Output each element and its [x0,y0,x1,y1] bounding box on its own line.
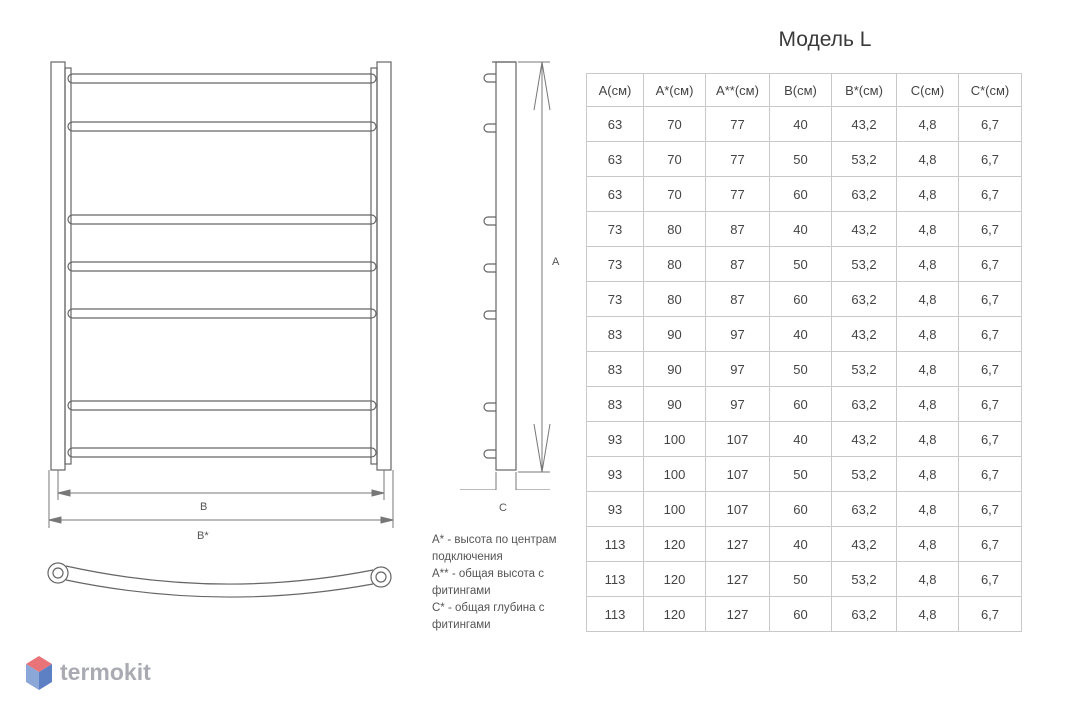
table-cell: 63,2 [832,387,897,422]
table-cell: 90 [644,352,706,387]
table-cell: 113 [587,562,644,597]
table-cell: 107 [706,457,770,492]
table-cell: 40 [770,317,832,352]
table-row [587,282,1022,317]
top-view [48,563,391,597]
table-cell: 4,8 [897,597,959,632]
table-cell: 40 [770,527,832,562]
table-cell: 83 [587,317,644,352]
table-cell: 70 [644,177,706,212]
note-c-star: С* - общая глубина с фитингами [432,602,545,631]
table-body [587,107,1022,632]
table-cell: 4,8 [897,492,959,527]
table-cell: 4,8 [897,247,959,282]
table-row [587,527,1022,562]
table-header-cell: А(см) [587,74,644,107]
table-cell: 120 [644,597,706,632]
table-cell: 53,2 [832,457,897,492]
table-cell: 6,7 [959,317,1022,352]
table-cell: 4,8 [897,422,959,457]
table-cell: 80 [644,282,706,317]
table-cell: 4,8 [897,282,959,317]
table-cell: 4,8 [897,317,959,352]
table-cell: 40 [770,212,832,247]
table-cell: 77 [706,142,770,177]
rung-ends [484,74,496,458]
table-cell: 97 [706,352,770,387]
front-view-drawing [0,0,420,620]
table-cell: 43,2 [832,527,897,562]
table-cell: 6,7 [959,562,1022,597]
table-cell: 53,2 [832,562,897,597]
table-row [587,597,1022,632]
table-cell: 4,8 [897,457,959,492]
table-cell: 60 [770,177,832,212]
dimension-b [58,470,384,500]
table-cell: 6,7 [959,387,1022,422]
table-cell: 120 [644,562,706,597]
table-cell: 6,7 [959,247,1022,282]
table-cell: 127 [706,562,770,597]
table-cell: 6,7 [959,142,1022,177]
table-cell: 77 [706,177,770,212]
dimension-a [518,62,550,472]
table-cell: 53,2 [832,142,897,177]
table-cell: 43,2 [832,212,897,247]
table-cell: 73 [587,212,644,247]
table-cell: 53,2 [832,247,897,282]
table-cell: 80 [644,247,706,282]
brand-name: termokit [60,659,151,685]
table-cell: 63,2 [832,177,897,212]
table-row [587,142,1022,177]
table-header-cell: А**(см) [706,74,770,107]
table-cell: 63 [587,177,644,212]
table-cell: 6,7 [959,457,1022,492]
table-cell: 4,8 [897,107,959,142]
label-c: С [499,502,507,514]
table-cell: 53,2 [832,352,897,387]
table-cell: 113 [587,597,644,632]
table-cell: 4,8 [897,352,959,387]
table-cell: 63,2 [832,282,897,317]
table-cell: 107 [706,422,770,457]
table-header-cell: В(см) [770,74,832,107]
table-cell: 87 [706,212,770,247]
table-cell: 6,7 [959,492,1022,527]
table-cell: 87 [706,247,770,282]
table-cell: 93 [587,492,644,527]
table-cell: 50 [770,457,832,492]
table-cell: 6,7 [959,422,1022,457]
table-header-cell: С(см) [897,74,959,107]
label-b: В [200,501,208,513]
table-cell: 60 [770,282,832,317]
page-title: Модель L [778,28,872,51]
table-cell: 60 [770,387,832,422]
table-cell: 63,2 [832,492,897,527]
table-cell: 70 [644,107,706,142]
table-cell: 50 [770,562,832,597]
table-cell: 120 [644,527,706,562]
table-cell: 4,8 [897,527,959,562]
table-row [587,247,1022,282]
table-cell: 113 [587,527,644,562]
dimension-c [460,472,550,490]
note-a-double-star: А** - общая высота с фитингами [432,568,544,597]
table-header-row [587,74,1022,107]
table-cell: 90 [644,387,706,422]
table-cell: 4,8 [897,177,959,212]
label-b-star: В* [197,530,209,542]
table-cell: 83 [587,352,644,387]
table-cell: 80 [644,212,706,247]
table-cell: 43,2 [832,317,897,352]
table-cell: 87 [706,282,770,317]
table-cell: 100 [644,422,706,457]
table-cell: 97 [706,387,770,422]
table-cell: 73 [587,282,644,317]
table-row [587,107,1022,142]
table-cell: 6,7 [959,282,1022,317]
table-cell: 50 [770,142,832,177]
table-cell: 90 [644,317,706,352]
table-cell: 107 [706,492,770,527]
table-cell: 6,7 [959,107,1022,142]
table-cell: 6,7 [959,177,1022,212]
right-post [377,62,391,470]
table-cell: 70 [644,142,706,177]
table-row [587,352,1022,387]
table-cell: 77 [706,107,770,142]
table-cell: 40 [770,107,832,142]
dimension-b-star [49,470,393,528]
table-cell: 63 [587,142,644,177]
table-header-cell: С*(см) [959,74,1022,107]
table-cell: 93 [587,457,644,492]
table-row [587,317,1022,352]
table-cell: 43,2 [832,422,897,457]
table-cell: 6,7 [959,597,1022,632]
table-row [587,492,1022,527]
table-cell: 50 [770,352,832,387]
table-cell: 6,7 [959,212,1022,247]
table-row [587,562,1022,597]
brand-logo-icon [24,654,54,694]
rungs [68,74,376,457]
notes [432,532,592,634]
table-cell: 127 [706,527,770,562]
table-row [587,212,1022,247]
table-cell: 40 [770,422,832,457]
table-cell: 127 [706,597,770,632]
table-cell: 4,8 [897,212,959,247]
table-cell: 4,8 [897,142,959,177]
table-header-cell: А*(см) [644,74,706,107]
table-cell: 60 [770,492,832,527]
table-cell: 4,8 [897,562,959,597]
table-cell: 50 [770,247,832,282]
table-cell: 4,8 [897,387,959,422]
table-cell: 93 [587,422,644,457]
table-row [587,457,1022,492]
table-header-cell: В*(см) [832,74,897,107]
left-post [51,62,65,470]
table-cell: 60 [770,597,832,632]
table-row [587,177,1022,212]
table-row [587,422,1022,457]
table-cell: 6,7 [959,352,1022,387]
table-cell: 100 [644,457,706,492]
label-a: А [552,256,560,268]
side-view-drawing [440,40,590,490]
table-cell: 43,2 [832,107,897,142]
table-cell: 73 [587,247,644,282]
note-a-star: А* - высота по центрам подключения [432,534,557,563]
table-cell: 63,2 [832,597,897,632]
table-cell: 63 [587,107,644,142]
table-row [587,387,1022,422]
table-cell: 97 [706,317,770,352]
table-cell: 6,7 [959,527,1022,562]
table-cell: 83 [587,387,644,422]
spec-table [586,73,1022,632]
table-cell: 100 [644,492,706,527]
